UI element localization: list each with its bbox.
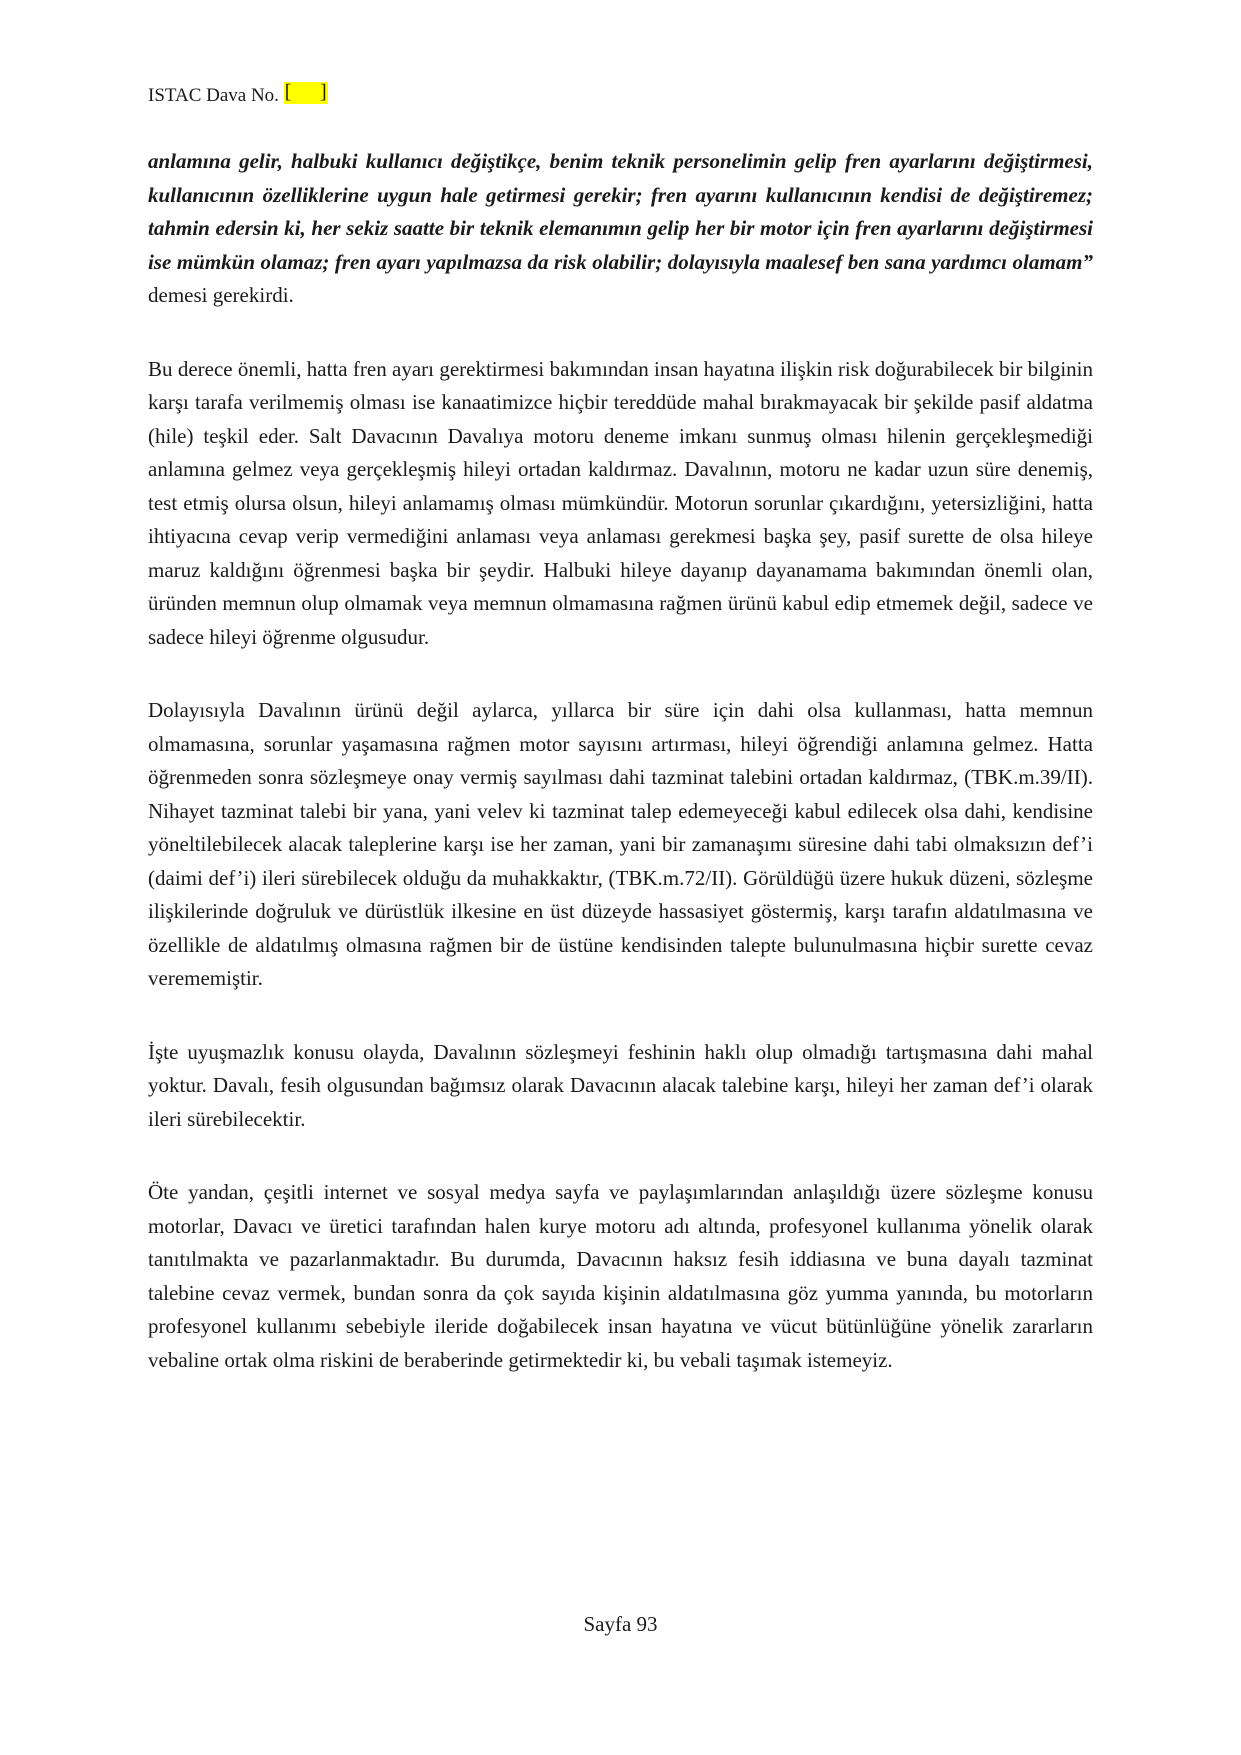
paragraph-1 (148, 145, 1093, 313)
quoted-text: anlamına gelir, halbuki kullanıcı değiştikçe, benim teknik personelimin gelip fren ayarlarını değiştirmesi, kullanıcının özelliklerine uygun hale getirmesi gerekir; fren ayarını kullanıcının kendisi de değiştiremez; tahmin edersin ki, her sekiz saatte bir teknik elemanımın gelip her bir motor için fren ayarlarını değiştirmesi ise mümkün olamaz; fren ayarı yapılmazsa da risk olabilir; dolayısıyla maalesef ben sana yardımcı olamam” (148, 149, 1093, 274)
page-number: Sayfa 93 (583, 1612, 658, 1636)
paragraph-1-rest: demesi gerekirdi. (148, 283, 294, 307)
paragraph-3: Dolayısıyla Davalının ürünü değil aylarca, yıllarca bir süre için dahi olsa kullanması, hatta memnun olmamasına, sorunlar yaşamasına rağmen motor sayısını artırması, hileyi öğrendiği anlamına gelmez. Hatta öğrenmeden sonra sözleşmeye onay vermiş sayılması dahi tazminat talebini ortadan kaldırmaz, (TBK.m.39/II). Nihayet tazminat talebi bir yana, yani velev ki tazminat talep edemeyeceği kabul edilecek olsa dahi, kendisine yöneltilebilecek alacak taleplerine karşı ise her zaman, yani bir zamanaşımı süresine dahi tabi olmaksızın def’i (daimi def’i) ileri sürebilecek olduğu da muhakkaktır, (TBK.m.72/II). Görüldüğü üzere hukuk düzeni, sözleşme ilişkilerinde doğruluk ve dürüstlük ilkesine en üst düzeyde hassasiyet göstermiş, karşı tarafın aldatılmasına ve özellikle de aldatılmış olmasına rağmen bir de üstüne kendisinden talepte bulunulmasına hiçbir surette cevaz verememiştir. (148, 698, 1093, 990)
document-body (148, 145, 1093, 1417)
paragraph-4: İşte uyuşmazlık konusu olayda, Davalının sözleşmeyi feshinin haklı olup olmadığı tartışmasına dahi mahal yoktur. Davalı, fesih olgusundan bağımsız olarak Davacının alacak talebine karşı, hileyi her zaman def’i olarak ileri sürebilecektir. (148, 1039, 1093, 1131)
paragraph-5: Öte yandan, çeşitli internet ve sosyal medya sayfa ve paylaşımlarından anlaşıldığı üzere sözleşme konusu motorlar, Davacı ve üretici tarafından halen kurye motoru adı altında, profesyonel kullanıma yönelik olarak tanıtılmakta ve pazarlanmaktadır. Bu durumda, Davacının haksız fesih iddiasına ve buna dayalı tazminat talebine cevaz vermek, bundan sonra da çok sayıda kişinin aldatılmasına göz yumma yanında, bu motorların profesyonel kullanımı sebebiyle ileride doğabilecek insan hayatına ve vücut bütünlüğüne yönelik zararların vebaline ortak olma riskini de beraberinde getirmektedir ki, bu vebali taşımak istemeyiz. (148, 1180, 1093, 1372)
document-header (148, 82, 328, 109)
case-number-placeholder (284, 82, 328, 104)
case-number-label: ISTAC Dava No. (148, 85, 279, 106)
bracket-close: ] (320, 81, 327, 103)
paragraph-2: Bu derece önemli, hatta fren ayarı gerektirmesi bakımından insan hayatına ilişkin risk doğurabilecek bir bilginin karşı tarafa verilmemiş olması ise kanaatimizce hiçbir tereddüde mahal bırakmayacak bir şekilde pasif aldatma (hile) teşkil eder. Salt Davacının Davalıya motoru deneme imkanı sunmuş olması hilenin gerçekleşmediği anlamına gelmez veya gerçekleşmiş hileyi ortadan kaldırmaz. Davalının, motoru ne kadar uzun süre denemiş, test etmiş olursa olsun, hileyi anlamamış olması mümkündür. Motorun sorunlar çıkardığını, yetersizliğini, hatta ihtiyacına cevap verip vermediğini anlaması veya anlaması gerekmesi başka şey, pasif surette de olsa hileye maruz kaldığını öğrenmesi başka bir şeydir. Halbuki hileye dayanıp dayanamama bakımından önemli olan, üründen memnun olup olmamak veya memnun olmamasına rağmen ürünü kabul edip etmemek değil, sadece ve sadece hileyi öğrenme olgusudur. (148, 356, 1093, 649)
bracket-open: [ (284, 81, 292, 103)
